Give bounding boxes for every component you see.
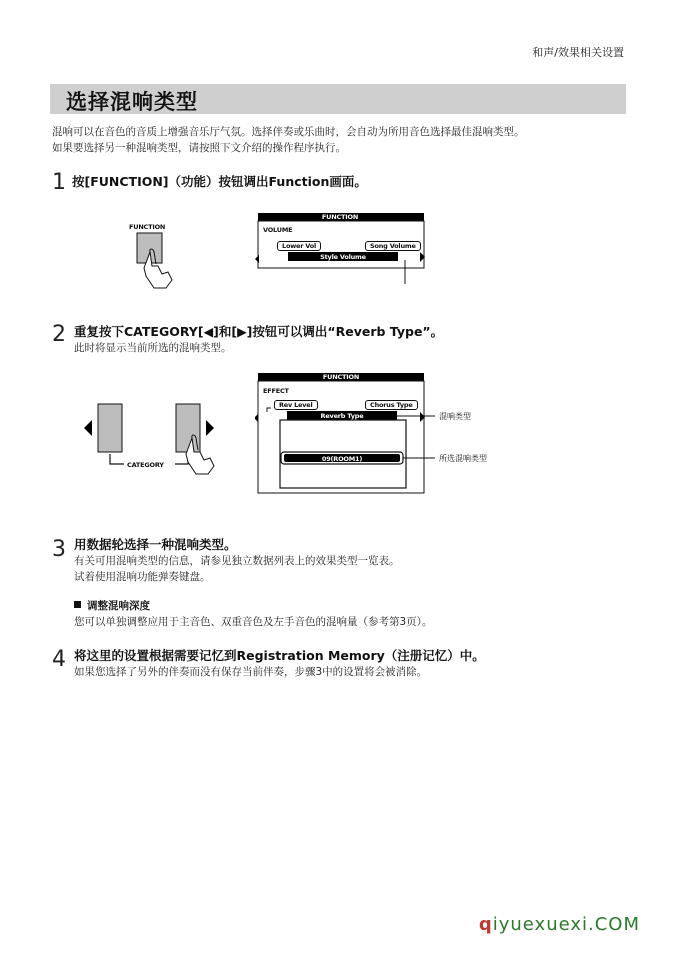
category-label: CATEGORY (127, 461, 164, 469)
screen-1-item-lower-vol: Lower Vol (277, 241, 321, 251)
square-bullet-icon (74, 601, 81, 608)
step-2-title: 重复按下CATEGORY[◀]和[▶]按钮可以调出“Reverb Type”。 (74, 324, 444, 339)
intro-line-2: 如果要选择另一种混响类型，请按照下文介绍的操作程序执行。 (52, 142, 346, 154)
step-1-title: 按[FUNCTION]（功能）按钮调出Function画面。 (72, 174, 367, 189)
step-2-number: 2 (52, 322, 66, 347)
step-3-desc-1: 有关可用混响类型的信息，请参见独立数据列表上的效果类型一览表。 (74, 555, 400, 567)
screen-1-group: VOLUME (263, 226, 293, 234)
callout-reverb-type: 混响类型 (439, 412, 471, 421)
subsection-text: 您可以单独调整应用于主音色、双重音色及左手音色的混响量（参考第3页）。 (74, 616, 433, 628)
step-4-desc: 如果您选择了另外的伴奏而没有保存当前伴奏，步骤3中的设置将会被消除。 (74, 666, 428, 678)
category-right-arrow-icon (206, 420, 214, 436)
step-3-desc-2: 试着使用混响功能弹奏键盘。 (74, 571, 211, 583)
subsection-heading: 调整混响深度 (74, 598, 150, 613)
function-button-label: FUNCTION (129, 223, 166, 231)
function-button-illustration (128, 230, 184, 292)
screen-2-item-reverb-type: Reverb Type (320, 412, 364, 420)
step-1-number: 1 (52, 170, 66, 195)
screen-2-item-chorus-type: Chorus Type (365, 400, 418, 410)
step-4-title: 将这里的设置根据需要记忆到Registration Memory（注册记忆）中。 (74, 648, 485, 663)
screen-2-item-rev-level: Rev Level (274, 400, 318, 410)
screen-1-title: FUNCTION (321, 213, 359, 221)
step-3-number: 3 (52, 537, 66, 562)
screen-2-title: FUNCTION (322, 373, 360, 381)
intro-line-1: 混响可以在音色的音质上增强音乐厅气氛。选择伴奏或乐曲时，会自动为所用音色选择最佳混响类型。 (52, 126, 525, 138)
callout-selected-reverb: 所选混响类型 (439, 454, 487, 463)
step-3-title: 用数据轮选择一种混响类型。 (74, 537, 237, 552)
page-title: 选择混响类型 (66, 90, 198, 114)
screen-2-group: EFFECT (263, 387, 289, 395)
page-title-bar (50, 84, 626, 114)
screen-1-item-style-volume: Style Volume (320, 253, 366, 261)
screen-1-item-song-volume: Song Volume (365, 241, 421, 251)
step-4-number: 4 (52, 647, 66, 672)
screen-2-value: 09(ROOM1) (321, 455, 363, 463)
site-watermark: qiyuexuexi.COM (478, 914, 640, 935)
category-left-arrow-icon (84, 420, 92, 436)
section-header: 和声/效果相关设置 (532, 46, 624, 59)
step-2-desc: 此时将显示当前所选的混响类型。 (74, 342, 232, 354)
